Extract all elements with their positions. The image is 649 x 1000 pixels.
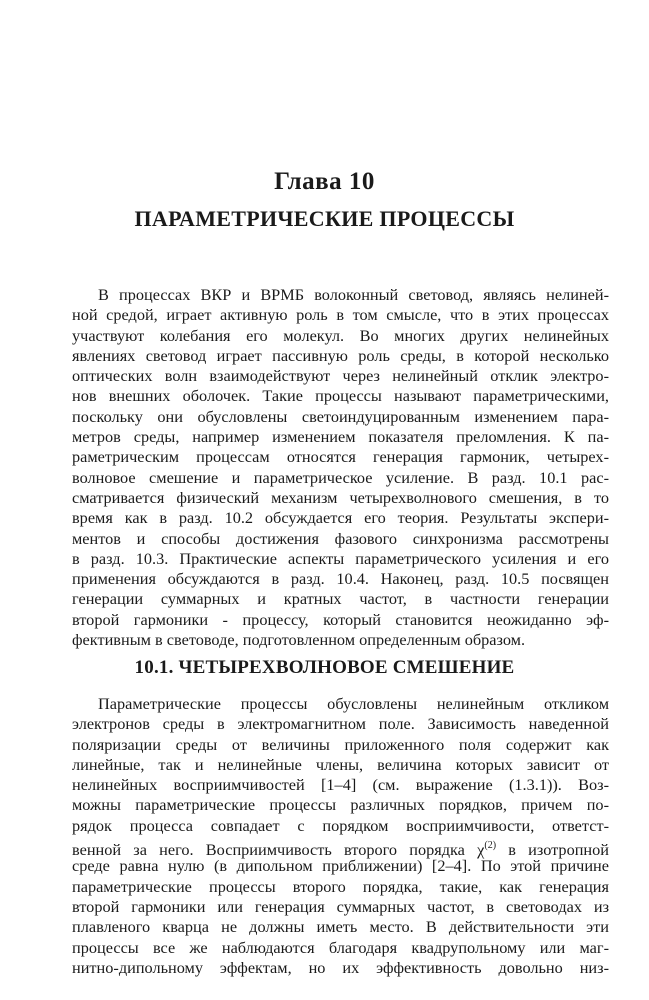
- text-line: ной средой, играет активную роль в том смысле, что в этих процессах: [72, 305, 609, 325]
- intro-paragraph: [72, 285, 609, 650]
- chi-line-before: венной за него. Восприимчивость второго порядка: [72, 840, 478, 860]
- text-line: сматривается физический механизм четырехволнового смешения, в то: [72, 487, 609, 507]
- text-line: оптических волн взаимодействуют через нелинейный отклик электро-: [72, 366, 609, 386]
- text-line: рядок процесса совпадает с порядком восприимчивости, ответст-: [72, 815, 609, 835]
- text-line: участвуют колебания его молекул. Во многих других нелинейных: [72, 325, 609, 345]
- text-line: Параметрические процессы обусловлены нелинейным откликом: [98, 694, 609, 713]
- text-line: время как в разд. 10.2 обсуждается его теория. Результаты экспери-: [72, 508, 609, 528]
- text-line: нелинейных восприимчивостей [1–4] (см. выражение (1.3.1)). Воз-: [72, 775, 609, 795]
- text-line: второй гармоники - процессу, который становится неожиданно эф-: [72, 609, 609, 629]
- text-line: линейные, так и нелинейные члены, величина которых зависит от: [72, 754, 609, 774]
- text-line: фективным в световоде, подготовленном определенным образом.: [72, 630, 526, 650]
- chapter-label: Глава 10: [274, 168, 375, 195]
- text-line: в разд. 10.3. Практические аспекты параметрического усиления и его: [72, 548, 609, 568]
- text-line: метров среды, например изменением показателя преломления. К па-: [72, 427, 609, 447]
- section-heading: 10.1. ЧЕТЫРЕХВОЛНОВОЕ СМЕШЕНИЕ: [134, 657, 515, 678]
- chi-superscript: (2): [484, 840, 497, 852]
- text-line: нитно-дипольному эффектам, но их эффективность довольно низ-: [72, 957, 609, 977]
- text-line: плавленого кварца не должны иметь место. В действительности эти: [72, 917, 609, 937]
- chi-symbol: χ: [477, 840, 485, 860]
- text-line: процессы все же наблюдаются благодаря квадрупольному или маг-: [72, 937, 609, 957]
- text-line: электронов среды в электромагнитном поле. Зависимость наведенной: [72, 714, 609, 734]
- text-line: параметрические процессы второго порядка, такие, как генерация: [72, 876, 609, 896]
- text-line: волновое смешение и параметрическое усиление. В разд. 10.1 рас-: [72, 467, 609, 487]
- text-line-chi: [72, 836, 609, 860]
- text-line: среде равна нулю (в дипольном приближении) [2–4]. По этой причине: [72, 856, 609, 876]
- text-line: нов внешних оболочек. Такие процессы называют параметрическими,: [72, 386, 609, 406]
- text-line: второй гармоники или генерация суммарных частот, в световодах из: [72, 896, 609, 916]
- text-line: поляризации среды от величины приложенного поля содержит как: [72, 734, 609, 754]
- text-line: В процессах ВКР и ВРМБ волоконный световод, являясь нелиней-: [98, 285, 609, 304]
- text-line: можны параметрические процессы различных порядков, причем по-: [72, 795, 609, 815]
- text-line: поскольку они обусловлены светоиндуцированным изменением пара-: [72, 406, 609, 426]
- text-line: ментов и способы достижения фазового синхронизма рассмотрены: [72, 528, 609, 548]
- text-line: генерации суммарных и кратных частот, в частности генерации: [72, 589, 609, 609]
- chapter-title: ПАРАМЕТРИЧЕСКИЕ ПРОЦЕССЫ: [134, 206, 515, 231]
- chi-line-after: в изотропной: [496, 840, 609, 860]
- text-line: применения обсуждаются в разд. 10.4. Наконец, разд. 10.5 посвящен: [72, 569, 609, 589]
- section-paragraph: [72, 694, 609, 978]
- text-line: раметрическим процессам относятся генерация гармоник, четырех-: [72, 447, 609, 467]
- text-line: явлениях световод играет пассивную роль среды, в которой несколько: [72, 345, 609, 365]
